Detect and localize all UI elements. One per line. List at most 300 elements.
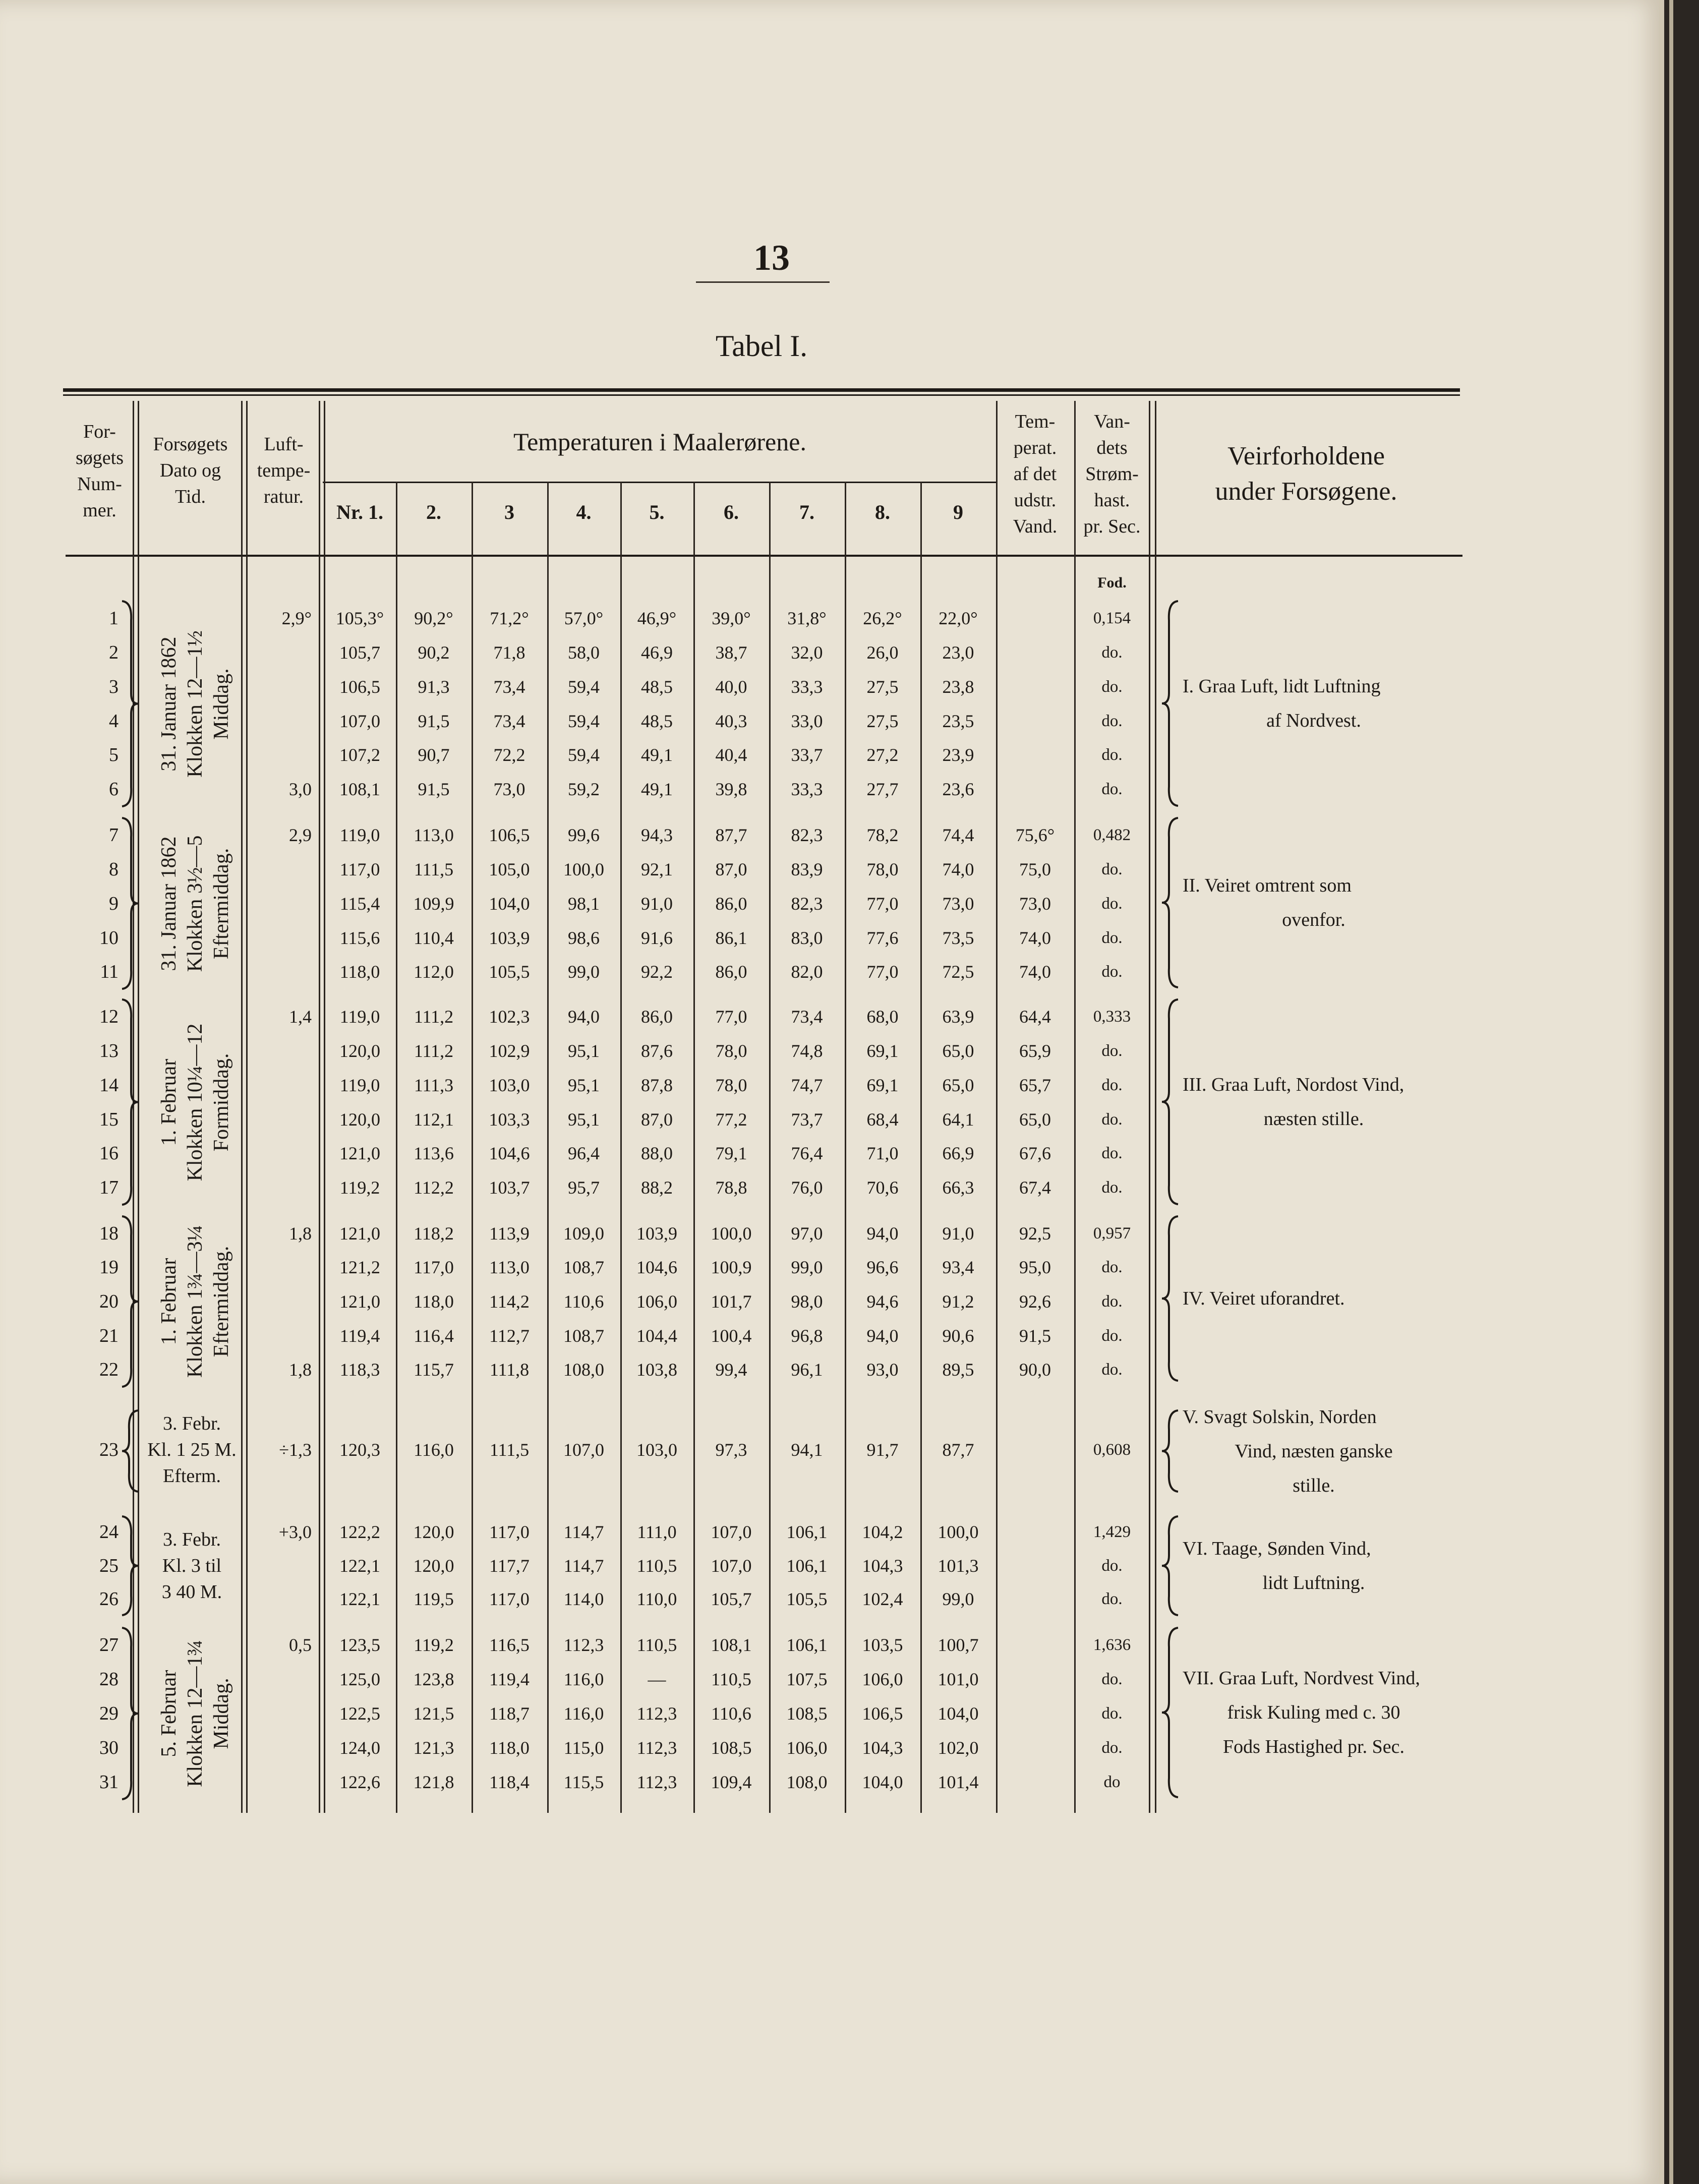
tube-temperature: 113,9	[489, 1223, 530, 1244]
flow-speed: do.	[1101, 1042, 1123, 1060]
tube-temperature: 103,7	[489, 1177, 530, 1198]
tube-temperature: 57,0°	[564, 608, 604, 628]
tube-temperature: 27,5	[866, 711, 899, 731]
tube-temperature: 110,0	[636, 1589, 677, 1609]
tube-temperature: 31,8°	[787, 608, 827, 628]
tube-temperature: 102,3	[489, 1007, 530, 1027]
tube-temperature: 98,0	[791, 1291, 823, 1312]
tube-temperature: 92,1	[641, 859, 673, 879]
tube-temperature: 73,4	[493, 677, 525, 697]
tube-temperature: 71,0	[866, 1143, 899, 1163]
col-rule-hast	[1155, 401, 1156, 1813]
tube-temperature: 110,5	[636, 1556, 677, 1576]
header-tube-number: 8.	[875, 501, 890, 523]
tube-temperature: 114,7	[563, 1556, 604, 1576]
temperaturen-underline	[323, 482, 996, 483]
tube-temperature: 102,4	[862, 1589, 903, 1609]
tube-temperature: 49,1	[641, 745, 673, 765]
tube-temperature: 90,7	[418, 745, 450, 765]
tube-temperature: 105,3°	[335, 608, 384, 628]
tube-temperature: 73,4	[493, 711, 525, 731]
tube-temperature: 33,3	[791, 677, 823, 697]
tube-temperature: 99,6	[568, 825, 600, 845]
weather-remark: II. Veiret omtrent som	[1183, 875, 1352, 896]
tube-temperature: 90,2°	[414, 608, 453, 628]
table-title: Tabel I.	[715, 329, 808, 363]
tube-temperature: 107,0	[339, 711, 380, 731]
weather-remark: frisk Kuling med c. 30	[1227, 1702, 1400, 1723]
weather-remark: V. Svagt Solskin, Norden	[1183, 1406, 1377, 1428]
flow-speed: do.	[1101, 1144, 1123, 1162]
tube-temperature: 96,4	[568, 1143, 600, 1163]
experiment-date-time: Efterm.	[162, 1465, 221, 1487]
tube-temperature: 94,0	[866, 1326, 899, 1346]
table-top-rule	[63, 394, 1460, 396]
outflow-water-temperature: 95,0	[1019, 1257, 1051, 1277]
tube-temperature: 74,8	[791, 1041, 823, 1061]
tube-temperature: 71,8	[493, 642, 525, 663]
row-number: 14	[99, 1075, 119, 1096]
air-temperature: 1,4	[289, 1007, 312, 1027]
flow-speed: 1,429	[1093, 1523, 1131, 1541]
tube-temperature: 94,0	[866, 1223, 899, 1244]
tube-temperature: 113,0	[489, 1257, 530, 1277]
tube-temperature: 121,0	[339, 1291, 380, 1312]
tube-temperature: 74,7	[791, 1075, 823, 1095]
tube-temperature: 48,5	[641, 711, 673, 731]
tube-temperature: 116,5	[489, 1635, 530, 1655]
row-number: 28	[99, 1669, 119, 1690]
experiment-date-time: 3. Febr.	[162, 1528, 221, 1550]
outflow-water-temperature: 74,0	[1019, 928, 1051, 948]
tube-temperature: 106,1	[786, 1556, 828, 1576]
tube-temperature: 74,0	[942, 859, 974, 879]
tube-temperature: 87,0	[641, 1109, 673, 1130]
tube-temperature: 97,3	[715, 1440, 747, 1460]
tube-temperature: 27,7	[866, 779, 899, 799]
tube-temperature: 121,3	[413, 1738, 454, 1758]
tube-temperature: 122,5	[339, 1703, 380, 1724]
outflow-water-temperature: 65,0	[1019, 1109, 1051, 1130]
tube-temperature: 23,5	[942, 711, 974, 731]
tube-temperature: 77,0	[866, 894, 899, 914]
tube-temperature: 121,5	[413, 1703, 454, 1724]
flow-speed: do.	[1101, 1327, 1123, 1345]
tube-temperature: 68,4	[866, 1109, 899, 1130]
tube-temperature: —	[648, 1669, 666, 1689]
experiment-date-time: 5. Februar	[157, 1670, 181, 1757]
tube-temperature: 109,0	[563, 1223, 604, 1244]
tube-temperature: 94,6	[866, 1291, 899, 1312]
row-number: 20	[99, 1291, 119, 1312]
header-dato-tid: Dato og	[159, 460, 221, 481]
flow-speed: do.	[1101, 678, 1123, 696]
tube-temperature: 33,0	[791, 711, 823, 731]
tube-temperature: 78,0	[715, 1075, 747, 1095]
tube-temperature: 122,1	[339, 1589, 380, 1609]
tube-temperature: 23,9	[942, 745, 974, 765]
tube-temperature: 83,9	[791, 859, 823, 879]
experiment-date-time: 1. Februar	[157, 1058, 181, 1146]
row-number: 3	[109, 676, 119, 697]
experiment-date-time: Kl. 3 til	[162, 1555, 222, 1576]
tube-temperature: 70,6	[866, 1177, 899, 1198]
tube-temperature: 108,1	[339, 779, 380, 799]
tube-temperature: 91,2	[942, 1291, 974, 1312]
tube-temperature: 73,0	[493, 779, 525, 799]
tube-temperature: 116,0	[414, 1440, 454, 1460]
tube-temperature: 115,0	[563, 1738, 604, 1758]
flow-speed: 0,482	[1093, 826, 1131, 844]
experiment-date-time: Klokken 12—1½	[184, 630, 207, 778]
row-number: 4	[109, 711, 119, 732]
header-vandets: Van-	[1094, 411, 1130, 432]
tube-temperature: 49,1	[641, 779, 673, 799]
tube-temperature: 123,5	[339, 1635, 380, 1655]
tube-temperature: 105,5	[786, 1589, 828, 1609]
air-temperature: 2,9°	[281, 608, 312, 628]
tube-temperature: 93,0	[866, 1360, 899, 1380]
bracket-remark	[1160, 600, 1180, 807]
tube-temperature: 46,9	[641, 642, 673, 663]
header-forsoegets-nummer: Num-	[77, 474, 122, 495]
tube-temperature: 72,2	[493, 745, 525, 765]
outflow-water-temperature: 65,9	[1019, 1041, 1051, 1061]
tube-temperature: 121,0	[339, 1223, 380, 1244]
tube-temperature: 76,0	[791, 1177, 823, 1198]
bracket-group	[120, 600, 140, 807]
experiment-date-time: Klokken 12—1¾	[184, 1640, 207, 1787]
header-temp-udstr: perat.	[1013, 437, 1057, 458]
tube-temperature: 105,7	[339, 642, 380, 663]
experiment-date-time: Klokken 10¼—12	[184, 1023, 207, 1181]
tube-temperature: 116,0	[563, 1703, 604, 1724]
weather-remark: lidt Luftning.	[1262, 1572, 1365, 1593]
outflow-water-temperature: 75,6°	[1015, 825, 1055, 845]
header-luft-temperatur: Luft-	[264, 434, 304, 455]
tube-temperature: 95,1	[568, 1109, 600, 1130]
header-vandets: dets	[1096, 437, 1128, 458]
row-number: 13	[99, 1040, 119, 1061]
tube-temperature: 108,5	[711, 1738, 752, 1758]
col-rule-luft	[319, 401, 320, 1813]
tube-temperature: 98,6	[568, 928, 600, 948]
air-temperature: +3,0	[278, 1522, 312, 1542]
header-forsoegets-nummer: mer.	[83, 500, 116, 521]
tube-temperature: 27,2	[866, 745, 899, 765]
tube-temperature: 103,9	[636, 1223, 677, 1244]
tube-temperature: 108,7	[563, 1326, 604, 1346]
row-number: 5	[109, 744, 119, 765]
tube-temperature: 120,0	[339, 1041, 380, 1061]
table-top-rule	[63, 388, 1460, 392]
page-number: 13	[753, 238, 790, 278]
tube-temperature: 114,7	[563, 1522, 604, 1542]
flow-speed: do.	[1101, 929, 1123, 947]
tube-temperature: 95,1	[568, 1075, 600, 1095]
tube-temperature: 86,0	[715, 894, 747, 914]
flow-speed: do.	[1101, 1110, 1123, 1129]
row-number: 19	[99, 1257, 119, 1278]
tube-temperature: 71,2°	[490, 608, 529, 628]
experiment-date-time: Formiddag.	[210, 1053, 233, 1151]
experiment-date-time: Klokken 1¾—3¼	[184, 1225, 207, 1378]
tube-temperature: 33,7	[791, 745, 823, 765]
bracket-group	[120, 998, 140, 1206]
tube-temperature: 106,1	[786, 1635, 828, 1655]
air-temperature: 2,9	[289, 825, 312, 845]
tube-temperature: 104,6	[636, 1257, 677, 1277]
tube-temperature: 86,0	[715, 962, 747, 982]
flow-speed: do.	[1101, 895, 1123, 913]
flow-speed: do.	[1101, 1178, 1123, 1197]
tube-temperature: 91,6	[641, 928, 673, 948]
experiment-date-time: Middag.	[210, 668, 233, 740]
tube-temperature: 119,0	[339, 825, 380, 845]
weather-remark: VII. Graa Luft, Nordvest Vind,	[1183, 1668, 1420, 1689]
tube-temperature: 121,8	[413, 1772, 454, 1792]
tube-temperature: 87,6	[641, 1041, 673, 1061]
outflow-water-temperature: 92,6	[1019, 1291, 1051, 1312]
header-tube-number: 4.	[576, 501, 592, 523]
experiment-date-time: 31. Januar 1862	[157, 836, 181, 971]
tube-temperature: 112,0	[414, 962, 454, 982]
bracket-remark	[1160, 817, 1180, 988]
tube-temperature: 112,3	[636, 1738, 677, 1758]
tube-temperature: 120,0	[339, 1109, 380, 1130]
row-number: 24	[99, 1521, 119, 1543]
page-edge	[1669, 0, 1673, 2184]
header-temp-udstr: af det	[1013, 463, 1057, 485]
tube-temperature: 91,5	[418, 711, 450, 731]
tube-temperature: 106,0	[786, 1738, 828, 1758]
tube-temperature: 58,0	[568, 642, 600, 663]
tube-temperature: 73,5	[942, 928, 974, 948]
tube-temperature: 118,2	[414, 1223, 454, 1244]
tube-temperature: 109,4	[711, 1772, 752, 1792]
tube-temperature: 110,4	[414, 928, 454, 948]
tube-temperature: 82,3	[791, 825, 823, 845]
outflow-water-temperature: 73,0	[1019, 894, 1051, 914]
row-number: 25	[99, 1555, 119, 1576]
tube-temperature: 38,7	[715, 642, 747, 663]
tube-temperature: 66,3	[942, 1177, 974, 1198]
row-number: 11	[100, 961, 119, 982]
tube-temperature: 93,4	[942, 1257, 974, 1277]
tube-temperature: 122,2	[339, 1522, 380, 1542]
tube-temperature: 108,1	[711, 1635, 752, 1655]
row-number: 26	[99, 1588, 119, 1610]
flow-speed: 1,636	[1093, 1636, 1131, 1654]
tube-temperature: 48,5	[641, 677, 673, 697]
tube-temperature: 112,3	[636, 1703, 677, 1724]
header-tube-number: 7.	[799, 501, 814, 523]
weather-remark: III. Graa Luft, Nordost Vind,	[1183, 1074, 1404, 1095]
tube-temperature: 112,3	[636, 1772, 677, 1792]
flow-speed: do.	[1101, 963, 1123, 981]
tube-temperature: 106,1	[786, 1522, 828, 1542]
tube-temperature: 118,4	[489, 1772, 530, 1792]
tube-temperature: 78,0	[866, 859, 899, 879]
tube-temperature: 89,5	[942, 1360, 974, 1380]
tube-temperature: 104,3	[862, 1556, 903, 1576]
tube-temperature: 120,3	[339, 1440, 380, 1460]
tube-temperature: 39,0°	[712, 608, 751, 628]
tube-temperature: 111,2	[414, 1041, 454, 1061]
flow-speed: 0,333	[1093, 1008, 1131, 1026]
header-tube-number: 9	[953, 501, 963, 523]
tube-temperature: 101,0	[938, 1669, 979, 1689]
bracket-group	[120, 1409, 140, 1493]
flow-speed: do.	[1101, 643, 1123, 662]
tube-temperature: 99,4	[715, 1360, 747, 1380]
tube-temperature: 94,1	[791, 1440, 823, 1460]
tube-temperature: 90,6	[942, 1326, 974, 1346]
tube-temperature: 101,3	[938, 1556, 979, 1576]
outflow-water-temperature: 74,0	[1019, 962, 1051, 982]
tube-temperature: 124,0	[339, 1738, 380, 1758]
row-number: 27	[99, 1634, 119, 1656]
tube-temperature: 103,8	[636, 1360, 677, 1380]
experiment-date-time: 31. Januar 1862	[157, 636, 181, 772]
tube-temperature: 99,0	[568, 962, 600, 982]
flow-speed: do.	[1101, 1739, 1123, 1757]
row-number: 29	[99, 1703, 119, 1724]
tube-temperature: 99,0	[942, 1589, 974, 1609]
tube-temperature: 120,0	[413, 1556, 454, 1576]
outflow-water-temperature: 90,0	[1019, 1360, 1051, 1380]
weather-remark: stille.	[1293, 1474, 1335, 1496]
tube-temperature: 107,0	[711, 1522, 752, 1542]
experiment-date-time: Eftermiddag.	[210, 848, 233, 959]
tube-temperature: 22,0°	[939, 608, 978, 628]
flow-speed: do.	[1101, 1590, 1123, 1608]
tube-temperature: 120,0	[413, 1522, 454, 1542]
tube-temperature: 108,0	[786, 1772, 828, 1792]
tube-temperature: 40,3	[715, 711, 747, 731]
row-number: 15	[99, 1109, 119, 1130]
page-edge	[1659, 0, 1663, 2184]
tube-temperature: 100,9	[711, 1257, 752, 1277]
tube-temperature: 40,4	[715, 745, 747, 765]
bracket-group	[120, 1627, 140, 1800]
row-number: 31	[99, 1772, 119, 1793]
tube-temperature: 109,9	[413, 894, 454, 914]
tube-temperature: 107,5	[786, 1669, 828, 1689]
tube-temperature: 102,0	[938, 1738, 979, 1758]
tube-temperature: 69,1	[866, 1041, 899, 1061]
bracket-group	[120, 817, 140, 990]
tube-temperature: 23,6	[942, 779, 974, 799]
outflow-water-temperature: 91,5	[1019, 1326, 1051, 1346]
tube-temperature: 26,0	[866, 642, 899, 663]
tube-temperature: 119,0	[339, 1075, 380, 1095]
tube-temperature: 119,4	[339, 1326, 380, 1346]
tube-temperature: 118,7	[489, 1703, 530, 1724]
tube-temperature: 87,7	[942, 1440, 974, 1460]
tube-temperature: 118,0	[489, 1738, 530, 1758]
row-number: 30	[99, 1737, 119, 1758]
tube-temperature: 119,5	[414, 1589, 454, 1609]
air-temperature: 1,8	[289, 1360, 312, 1380]
tube-temperature: 115,4	[339, 894, 380, 914]
bracket-remark	[1160, 1515, 1180, 1616]
tube-temperature: 63,9	[942, 1007, 974, 1027]
experiment-date-time: 3 40 M.	[161, 1581, 222, 1603]
tube-temperature: 107,0	[563, 1440, 604, 1460]
row-number: 12	[99, 1006, 119, 1027]
tube-temperature: 121,2	[339, 1257, 380, 1277]
flow-speed: do.	[1101, 1704, 1123, 1723]
tube-temperature: 106,5	[862, 1703, 903, 1724]
tube-temperature: 104,4	[636, 1326, 677, 1346]
header-tube-number: 3	[504, 501, 514, 523]
tube-temperature: 104,2	[862, 1522, 903, 1542]
weather-remark: næsten stille.	[1263, 1108, 1364, 1130]
tube-temperature: 88,0	[641, 1143, 673, 1163]
weather-remark: I. Graa Luft, lidt Luftning	[1183, 676, 1381, 697]
tube-temperature: 114,2	[489, 1291, 530, 1312]
bracket-group	[120, 1215, 140, 1388]
tube-temperature: 103,5	[862, 1635, 903, 1655]
tube-temperature: 111,0	[637, 1522, 677, 1542]
tube-temperature: 73,0	[942, 894, 974, 914]
flow-speed: do.	[1101, 1670, 1123, 1688]
tube-temperature: 112,1	[414, 1109, 454, 1130]
tube-temperature: 78,0	[715, 1041, 747, 1061]
header-vandets: Strøm-	[1085, 463, 1139, 485]
row-number: 2	[109, 642, 119, 663]
experiment-date-time: Kl. 1 25 M.	[147, 1439, 237, 1460]
tube-temperature: 111,3	[414, 1075, 454, 1095]
header-forsoegets-nummer: For-	[83, 421, 116, 442]
header-tube-number: Nr. 1.	[336, 501, 383, 523]
flow-speed: do.	[1101, 712, 1123, 730]
tube-temperature: 100,7	[938, 1635, 979, 1655]
tube-temperature: 77,0	[866, 962, 899, 982]
tube-temperature: 76,4	[791, 1143, 823, 1163]
tube-temperature: 86,1	[715, 928, 747, 948]
air-temperature: ÷1,3	[279, 1440, 312, 1460]
tube-temperature: 110,6	[711, 1703, 751, 1724]
row-number: 10	[99, 927, 119, 949]
tube-temperature: 59,4	[568, 677, 600, 697]
header-tube-number: 5.	[649, 501, 665, 523]
tube-temperature: 91,3	[418, 677, 450, 697]
tube-temperature: 119,0	[339, 1007, 380, 1027]
tube-temperature: 114,0	[563, 1589, 604, 1609]
tube-temperature: 115,6	[339, 928, 380, 948]
tube-temperature: 100,0	[563, 859, 604, 879]
tube-temperature: 111,5	[489, 1440, 530, 1460]
tube-temperature: 91,7	[866, 1440, 899, 1460]
tube-temperature: 111,8	[489, 1360, 530, 1380]
tube-temperature: 68,0	[866, 1007, 899, 1027]
tube-temperature: 123,8	[413, 1669, 454, 1689]
bracket-remark	[1160, 1215, 1180, 1382]
tube-temperature: 95,1	[568, 1041, 600, 1061]
tube-temperature: 91,5	[418, 779, 450, 799]
tube-temperature: 87,7	[715, 825, 747, 845]
flow-speed: do.	[1101, 1557, 1123, 1575]
weather-remark: Vind, næsten ganske	[1235, 1440, 1393, 1462]
air-temperature: 3,0	[289, 779, 312, 799]
air-temperature: 0,5	[289, 1635, 312, 1655]
weather-remark: VI. Taage, Sønden Vind,	[1183, 1538, 1371, 1559]
tube-temperature: 78,8	[715, 1177, 747, 1198]
weather-remark: af Nordvest.	[1266, 710, 1361, 731]
air-temperature: 1,8	[289, 1223, 312, 1244]
